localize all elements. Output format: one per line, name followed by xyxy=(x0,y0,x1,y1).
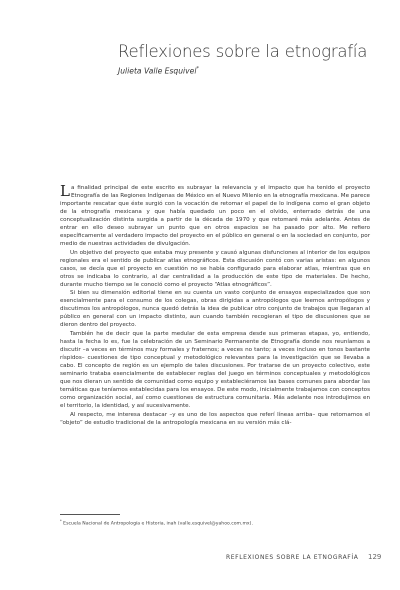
article-author xyxy=(118,66,199,76)
footnote-mark: * xyxy=(60,519,62,523)
author-name: Julieta Valle Esquivel xyxy=(118,66,197,76)
paragraph-3: Si bien su dimensión editorial tiene en su cuenta un vasto conjunto de ensayos especializados que son esencialmente para el consumo de los colegas, obras dirigidas a antropólogos que leemos antropólogos y discutimos los antropólogos, nunca quedó detrás la idea de publicar otro conjunto de trabajos que llegaran al público en general con un impacto distinto, aun cuando también recogieran el tipo de discusiones que se dieron dentro del proyecto. xyxy=(60,290,370,329)
paragraph-1 xyxy=(60,184,370,248)
paragraph-1-text: a finalidad principal de este escrito es subrayar la relevancia y el impacto que ha tenido el proyecto Etnografía de las Regiones Indígenas de México en el Nuevo Milenio en la etnografía mexicana. Me parece importante rescatar que éste surgió con la vocación de retomar el papel de lo indígena como el gran objeto de la etnografía mexicana y que había quedado un poco en el olvido, enterrado detrás de una conceptualización distinta surgida a partir de la década de 1970 y que retomaré más adelante. Antes de entrar en ello deseo subrayar un punto que en otros espacios se ha pasado por alto. Me refiero específicamente al verdadero impacto del proyecto en el público en general o en la sociedad en conjunto, por medio de nuestras actividades de divulgación. xyxy=(60,185,370,248)
article-body xyxy=(60,184,370,427)
drop-cap: L xyxy=(60,182,70,200)
author-footnote-mark: * xyxy=(196,66,199,72)
footnote-divider xyxy=(60,514,120,515)
paragraph-2: Un objetivo del proyecto que estaba muy presente y causó algunas disfunciones al interior de los equipos regionales era el sentido de publicar atlas etnográficos. Esta discusión contó con varias aristas: en algunos casos, se decía que el proyecto en cuestión no se había configurado para elaborar atlas, mientras que en otros se indicaba lo contrario, al dar centralidad a la producción de este tipo de materiales. De hecho, durante mucho tiempo se le conoció como el proyecto “Atlas etnográficos”. xyxy=(60,249,370,288)
article-title: Reflexiones sobre la etnografía xyxy=(118,42,368,61)
paragraph-5: Al respecto, me interesa destacar –y es uno de los aspectos que referí líneas arriba– que retomamos el “objeto” de estudio tradicional de la antropología mexicana en su versión más clá- xyxy=(60,411,370,426)
footnote-text: Escuela Nacional de Antropología e Historia, inah (valle.esquivel@yahoo.com.mx). xyxy=(63,521,253,527)
page-number: 129 xyxy=(368,553,382,561)
paragraph-4: También he de decir que la parte medular de esta empresa desde sus primeras etapas, yo, entiendo, hasta la fecha lo es, fue la celebración de un Seminario Permanente de Etnografía donde nos reuníamos a discutir –a veces en términos muy formales y fraternos; a veces no tanto; a veces incluso en tonos bastante ríspidos– cuestiones de tipo conceptual y metodológico relevantes para la investigación que se llevaba a cabo. El concepto de región es un ejemplo de tales discusiones. Por tratarse de un proyecto colectivo, este seminario trataba esencialmente de establecer reglas del juego en términos conceptuales y metodológicos que nos dieran un sentido de comunidad como equipo y estableciéramos las bases comunes para abordar las temáticas que teníamos establecidas para los ensayos. De este modo, inicialmente trabajamos con conceptos como organización social, así como cuestiones de estructura comunitaria. Más adelante nos introdujimos en el territorio, la identidad, y así sucesivamente. xyxy=(60,330,370,410)
footnote xyxy=(60,519,370,527)
running-footer-title: REFLEXIONES SOBRE LA ETNOGRAFÍA xyxy=(226,554,359,561)
